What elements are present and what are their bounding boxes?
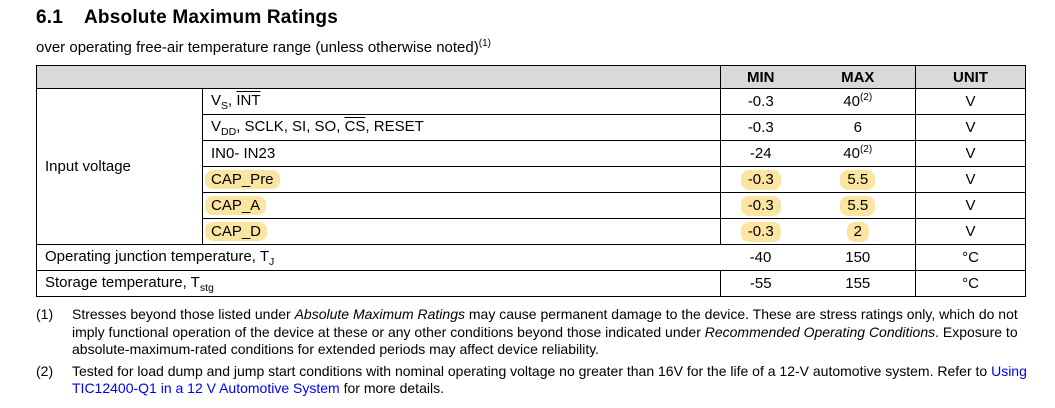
max-value: 40$^{(2)}$ [801, 141, 916, 167]
section-title-text: Absolute Maximum Ratings [84, 7, 338, 28]
highlighted-value: 2 [847, 222, 869, 242]
min-value [721, 219, 801, 245]
text-segment: V [211, 117, 222, 135]
section-subtitle [36, 38, 1055, 56]
section-title [36, 7, 1055, 29]
min-value: -24 [721, 141, 801, 167]
unit-value: V [916, 219, 1026, 245]
max-value [801, 219, 916, 245]
highlighted-value: -0.3 [741, 170, 781, 190]
header-max: MAX [801, 66, 916, 89]
footnote-2-text [72, 363, 1038, 398]
footnote-1-text [72, 306, 1038, 359]
text-segment: Stresses beyond those listed under [72, 306, 295, 322]
text-segment: Absolute Maximum Ratings [294, 306, 465, 322]
table-row-storage-temp [37, 271, 1026, 297]
text-segment: CAP_A [205, 196, 266, 215]
text-segment: $\overline{INT}$ [236, 91, 261, 109]
footnote-2 [36, 363, 1055, 398]
min-value: -55 [721, 271, 801, 297]
min-value: -0.3 [721, 115, 801, 141]
group-label-cell: Input voltage [37, 89, 203, 245]
min-value [721, 193, 801, 219]
header-unit: UNIT [916, 66, 1026, 89]
row-label [203, 89, 721, 115]
row-label [37, 271, 721, 297]
unit-value: V [916, 89, 1026, 115]
subtitle-text: over operating free-air temperature range (unless otherwise noted) [36, 39, 479, 56]
text-segment: , [228, 91, 237, 109]
text-segment: Operating junction temperature, T [45, 247, 270, 265]
text-segment: stg [199, 281, 214, 294]
footnote-1-ref: (1) [36, 306, 54, 322]
max-value: 150 [801, 245, 916, 271]
unit-value: V [916, 141, 1026, 167]
text-segment: IN0- IN23 [211, 145, 276, 162]
text-segment: V [211, 91, 222, 109]
max-value [801, 193, 916, 219]
datasheet-link[interactable]: Using TIC12400-Q1 in a 12 V Automotive System [72, 362, 1027, 396]
text-segment: J [269, 255, 275, 268]
row-label [203, 193, 721, 219]
footnote-ref-2: (2) [859, 92, 873, 103]
section-number: 6.1 [36, 7, 64, 28]
text-segment: CAP_D [205, 222, 267, 241]
row-label [203, 219, 721, 245]
header-min: MIN [721, 66, 801, 89]
unit-value: °C [916, 271, 1026, 297]
table-row-junction-temp [37, 245, 1026, 271]
table-row-vs-int [37, 89, 1026, 115]
abs-max-ratings-table [36, 65, 1026, 297]
header-empty-cell [37, 66, 721, 89]
min-value: -40 [721, 245, 801, 271]
text-segment: Recommended Operating Conditions [704, 323, 936, 340]
row-label [203, 115, 721, 141]
unit-value: °C [916, 245, 1026, 271]
text-segment: , RESET [365, 117, 424, 135]
text-segment: Storage temperature, T [45, 273, 200, 291]
text-segment: S [221, 99, 229, 112]
footnote-2-ref: (2) [36, 362, 54, 379]
footnotes [36, 306, 1055, 398]
max-value: 155 [801, 271, 916, 297]
highlighted-value: 5.5 [840, 170, 875, 190]
row-label [37, 245, 721, 271]
row-label [203, 141, 721, 167]
text-segment: may cause permanent damage to the device. These are stress ratings only, which do not imply functional operation of the device at these or any other conditions beyond those indicated under [72, 306, 1018, 340]
max-value [801, 167, 916, 193]
unit-value: V [916, 193, 1026, 219]
highlighted-value: -0.3 [741, 196, 781, 216]
highlighted-value: -0.3 [741, 222, 781, 242]
min-value [721, 167, 801, 193]
highlighted-value: 5.5 [840, 196, 875, 216]
text-segment: Tested for load dump and jump start conditions with nominal operating voltage no greater than 16V for the life of a 12-V automotive system. Refer to [72, 362, 992, 379]
min-value: -0.3 [721, 89, 801, 115]
unit-value: V [916, 115, 1026, 141]
footnote-ref-2: (2) [859, 144, 873, 155]
footnote-ref-1: (1) [478, 38, 491, 49]
footnote-1 [36, 306, 1055, 359]
max-value: 40$^{(2)}$ [801, 89, 916, 115]
text-segment: . Exposure to absolute-maximum-rated conditions for extended periods may affect device reliability. [72, 323, 1018, 357]
text-segment: CAP_Pre [205, 170, 280, 189]
text-segment: $\overline{CS}$ [344, 117, 366, 135]
table-header-row [37, 66, 1026, 89]
max-value: 6 [801, 115, 916, 141]
text-segment: , SCLK, SI, SO, [236, 117, 345, 135]
row-label [203, 167, 721, 193]
text-segment: DD [221, 125, 237, 138]
unit-value: V [916, 167, 1026, 193]
text-segment: for more details. [339, 380, 444, 396]
